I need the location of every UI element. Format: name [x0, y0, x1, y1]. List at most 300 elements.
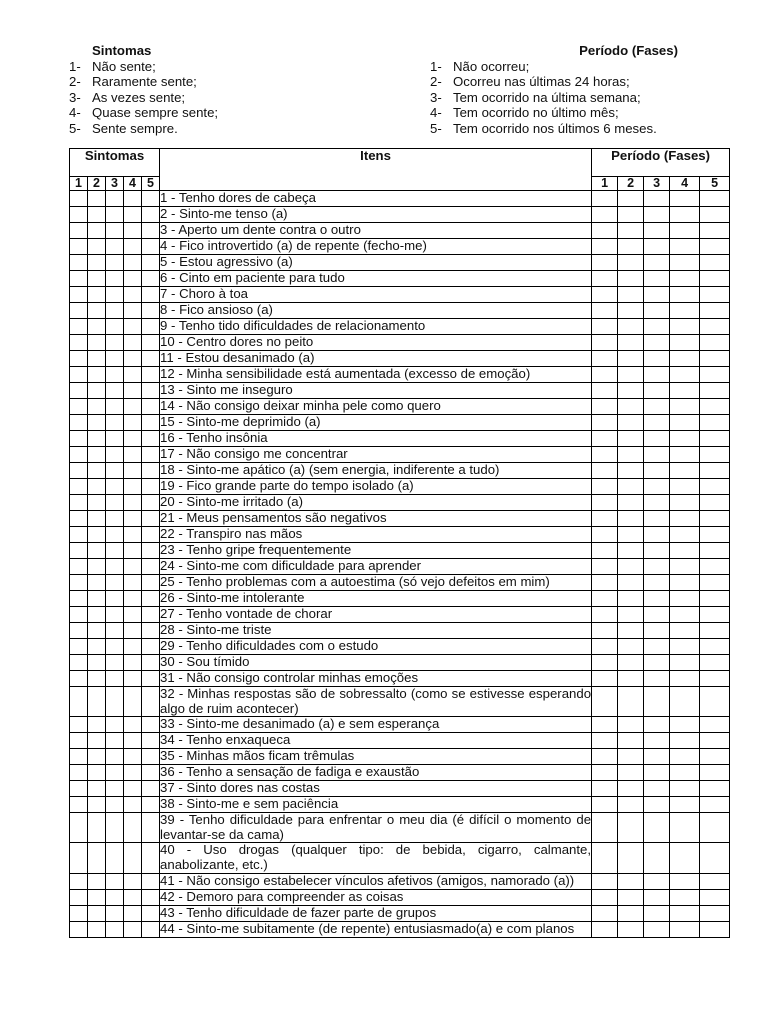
periodo-checkbox-3[interactable] [644, 223, 670, 239]
sintomas-checkbox-5[interactable] [142, 623, 160, 639]
sintomas-checkbox-5[interactable] [142, 687, 160, 717]
periodo-checkbox-3[interactable] [644, 511, 670, 527]
periodo-checkbox-1[interactable] [592, 591, 618, 607]
periodo-checkbox-1[interactable] [592, 463, 618, 479]
sintomas-checkbox-1[interactable] [70, 655, 88, 671]
sintomas-checkbox-5[interactable] [142, 575, 160, 591]
sintomas-checkbox-3[interactable] [106, 749, 124, 765]
periodo-checkbox-1[interactable] [592, 623, 618, 639]
sintomas-checkbox-5[interactable] [142, 905, 160, 921]
periodo-checkbox-3[interactable] [644, 591, 670, 607]
periodo-checkbox-3[interactable] [644, 255, 670, 271]
periodo-checkbox-2[interactable] [618, 873, 644, 889]
sintomas-checkbox-2[interactable] [88, 271, 106, 287]
sintomas-checkbox-3[interactable] [106, 623, 124, 639]
periodo-checkbox-4[interactable] [670, 495, 700, 511]
periodo-checkbox-4[interactable] [670, 559, 700, 575]
periodo-checkbox-3[interactable] [644, 607, 670, 623]
periodo-checkbox-2[interactable] [618, 797, 644, 813]
sintomas-checkbox-4[interactable] [124, 781, 142, 797]
periodo-checkbox-5[interactable] [700, 671, 730, 687]
periodo-checkbox-1[interactable] [592, 717, 618, 733]
periodo-checkbox-2[interactable] [618, 781, 644, 797]
sintomas-checkbox-4[interactable] [124, 335, 142, 351]
sintomas-checkbox-3[interactable] [106, 813, 124, 843]
periodo-checkbox-5[interactable] [700, 873, 730, 889]
periodo-checkbox-5[interactable] [700, 223, 730, 239]
periodo-checkbox-1[interactable] [592, 607, 618, 623]
periodo-checkbox-2[interactable] [618, 733, 644, 749]
sintomas-checkbox-4[interactable] [124, 351, 142, 367]
sintomas-checkbox-2[interactable] [88, 905, 106, 921]
periodo-checkbox-3[interactable] [644, 543, 670, 559]
sintomas-checkbox-5[interactable] [142, 399, 160, 415]
periodo-checkbox-5[interactable] [700, 813, 730, 843]
sintomas-checkbox-1[interactable] [70, 733, 88, 749]
periodo-checkbox-4[interactable] [670, 749, 700, 765]
sintomas-checkbox-1[interactable] [70, 843, 88, 873]
sintomas-checkbox-5[interactable] [142, 717, 160, 733]
periodo-checkbox-5[interactable] [700, 843, 730, 873]
periodo-checkbox-4[interactable] [670, 239, 700, 255]
periodo-checkbox-4[interactable] [670, 255, 700, 271]
sintomas-checkbox-5[interactable] [142, 733, 160, 749]
sintomas-checkbox-5[interactable] [142, 255, 160, 271]
periodo-checkbox-2[interactable] [618, 383, 644, 399]
sintomas-checkbox-1[interactable] [70, 223, 88, 239]
sintomas-checkbox-3[interactable] [106, 733, 124, 749]
periodo-checkbox-5[interactable] [700, 383, 730, 399]
sintomas-checkbox-5[interactable] [142, 765, 160, 781]
sintomas-checkbox-4[interactable] [124, 559, 142, 575]
periodo-checkbox-1[interactable] [592, 255, 618, 271]
periodo-checkbox-3[interactable] [644, 813, 670, 843]
sintomas-checkbox-1[interactable] [70, 383, 88, 399]
periodo-checkbox-5[interactable] [700, 319, 730, 335]
sintomas-checkbox-1[interactable] [70, 623, 88, 639]
periodo-checkbox-2[interactable] [618, 351, 644, 367]
periodo-checkbox-4[interactable] [670, 765, 700, 781]
sintomas-checkbox-1[interactable] [70, 239, 88, 255]
sintomas-checkbox-3[interactable] [106, 843, 124, 873]
periodo-checkbox-5[interactable] [700, 749, 730, 765]
periodo-checkbox-1[interactable] [592, 687, 618, 717]
periodo-checkbox-2[interactable] [618, 431, 644, 447]
sintomas-checkbox-4[interactable] [124, 495, 142, 511]
sintomas-checkbox-4[interactable] [124, 319, 142, 335]
periodo-checkbox-2[interactable] [618, 889, 644, 905]
periodo-checkbox-4[interactable] [670, 843, 700, 873]
sintomas-checkbox-2[interactable] [88, 223, 106, 239]
periodo-checkbox-1[interactable] [592, 495, 618, 511]
sintomas-checkbox-3[interactable] [106, 335, 124, 351]
sintomas-checkbox-2[interactable] [88, 383, 106, 399]
periodo-checkbox-3[interactable] [644, 797, 670, 813]
sintomas-checkbox-5[interactable] [142, 223, 160, 239]
sintomas-checkbox-4[interactable] [124, 463, 142, 479]
sintomas-checkbox-1[interactable] [70, 431, 88, 447]
sintomas-checkbox-2[interactable] [88, 463, 106, 479]
sintomas-checkbox-4[interactable] [124, 271, 142, 287]
sintomas-checkbox-5[interactable] [142, 843, 160, 873]
sintomas-checkbox-3[interactable] [106, 543, 124, 559]
sintomas-checkbox-1[interactable] [70, 591, 88, 607]
periodo-checkbox-2[interactable] [618, 367, 644, 383]
periodo-checkbox-4[interactable] [670, 921, 700, 937]
sintomas-checkbox-5[interactable] [142, 431, 160, 447]
periodo-checkbox-5[interactable] [700, 591, 730, 607]
periodo-checkbox-5[interactable] [700, 399, 730, 415]
sintomas-checkbox-3[interactable] [106, 319, 124, 335]
periodo-checkbox-1[interactable] [592, 303, 618, 319]
periodo-checkbox-4[interactable] [670, 303, 700, 319]
sintomas-checkbox-1[interactable] [70, 639, 88, 655]
sintomas-checkbox-3[interactable] [106, 287, 124, 303]
sintomas-checkbox-4[interactable] [124, 717, 142, 733]
periodo-checkbox-3[interactable] [644, 479, 670, 495]
sintomas-checkbox-5[interactable] [142, 591, 160, 607]
sintomas-checkbox-5[interactable] [142, 639, 160, 655]
sintomas-checkbox-5[interactable] [142, 813, 160, 843]
periodo-checkbox-4[interactable] [670, 479, 700, 495]
periodo-checkbox-5[interactable] [700, 527, 730, 543]
sintomas-checkbox-1[interactable] [70, 495, 88, 511]
periodo-checkbox-5[interactable] [700, 717, 730, 733]
sintomas-checkbox-3[interactable] [106, 591, 124, 607]
periodo-checkbox-3[interactable] [644, 399, 670, 415]
sintomas-checkbox-4[interactable] [124, 239, 142, 255]
sintomas-checkbox-2[interactable] [88, 813, 106, 843]
sintomas-checkbox-2[interactable] [88, 287, 106, 303]
sintomas-checkbox-4[interactable] [124, 367, 142, 383]
sintomas-checkbox-1[interactable] [70, 207, 88, 223]
periodo-checkbox-3[interactable] [644, 905, 670, 921]
sintomas-checkbox-5[interactable] [142, 271, 160, 287]
periodo-checkbox-4[interactable] [670, 463, 700, 479]
periodo-checkbox-1[interactable] [592, 383, 618, 399]
periodo-checkbox-2[interactable] [618, 271, 644, 287]
sintomas-checkbox-1[interactable] [70, 543, 88, 559]
periodo-checkbox-1[interactable] [592, 921, 618, 937]
sintomas-checkbox-2[interactable] [88, 655, 106, 671]
sintomas-checkbox-2[interactable] [88, 543, 106, 559]
sintomas-checkbox-2[interactable] [88, 749, 106, 765]
sintomas-checkbox-3[interactable] [106, 207, 124, 223]
periodo-checkbox-4[interactable] [670, 287, 700, 303]
periodo-checkbox-2[interactable] [618, 191, 644, 207]
sintomas-checkbox-5[interactable] [142, 543, 160, 559]
sintomas-checkbox-3[interactable] [106, 399, 124, 415]
periodo-checkbox-3[interactable] [644, 383, 670, 399]
sintomas-checkbox-5[interactable] [142, 607, 160, 623]
sintomas-checkbox-1[interactable] [70, 367, 88, 383]
periodo-checkbox-5[interactable] [700, 905, 730, 921]
periodo-checkbox-3[interactable] [644, 335, 670, 351]
periodo-checkbox-2[interactable] [618, 543, 644, 559]
periodo-checkbox-3[interactable] [644, 765, 670, 781]
periodo-checkbox-5[interactable] [700, 687, 730, 717]
periodo-checkbox-3[interactable] [644, 671, 670, 687]
periodo-checkbox-5[interactable] [700, 781, 730, 797]
periodo-checkbox-3[interactable] [644, 655, 670, 671]
sintomas-checkbox-4[interactable] [124, 921, 142, 937]
periodo-checkbox-4[interactable] [670, 717, 700, 733]
sintomas-checkbox-4[interactable] [124, 655, 142, 671]
periodo-checkbox-4[interactable] [670, 781, 700, 797]
periodo-checkbox-1[interactable] [592, 223, 618, 239]
sintomas-checkbox-4[interactable] [124, 905, 142, 921]
periodo-checkbox-5[interactable] [700, 271, 730, 287]
periodo-checkbox-2[interactable] [618, 671, 644, 687]
periodo-checkbox-3[interactable] [644, 447, 670, 463]
sintomas-checkbox-3[interactable] [106, 383, 124, 399]
periodo-checkbox-3[interactable] [644, 623, 670, 639]
sintomas-checkbox-3[interactable] [106, 511, 124, 527]
periodo-checkbox-4[interactable] [670, 655, 700, 671]
periodo-checkbox-3[interactable] [644, 191, 670, 207]
sintomas-checkbox-4[interactable] [124, 383, 142, 399]
periodo-checkbox-4[interactable] [670, 511, 700, 527]
sintomas-checkbox-2[interactable] [88, 873, 106, 889]
sintomas-checkbox-3[interactable] [106, 765, 124, 781]
sintomas-checkbox-1[interactable] [70, 813, 88, 843]
periodo-checkbox-1[interactable] [592, 813, 618, 843]
sintomas-checkbox-1[interactable] [70, 607, 88, 623]
periodo-checkbox-2[interactable] [618, 639, 644, 655]
sintomas-checkbox-1[interactable] [70, 575, 88, 591]
sintomas-checkbox-3[interactable] [106, 367, 124, 383]
sintomas-checkbox-4[interactable] [124, 479, 142, 495]
periodo-checkbox-5[interactable] [700, 207, 730, 223]
periodo-checkbox-3[interactable] [644, 239, 670, 255]
periodo-checkbox-3[interactable] [644, 303, 670, 319]
periodo-checkbox-1[interactable] [592, 319, 618, 335]
sintomas-checkbox-4[interactable] [124, 687, 142, 717]
periodo-checkbox-3[interactable] [644, 873, 670, 889]
periodo-checkbox-5[interactable] [700, 479, 730, 495]
sintomas-checkbox-4[interactable] [124, 607, 142, 623]
sintomas-checkbox-1[interactable] [70, 873, 88, 889]
sintomas-checkbox-5[interactable] [142, 655, 160, 671]
periodo-checkbox-3[interactable] [644, 431, 670, 447]
periodo-checkbox-2[interactable] [618, 511, 644, 527]
periodo-checkbox-4[interactable] [670, 399, 700, 415]
periodo-checkbox-3[interactable] [644, 271, 670, 287]
periodo-checkbox-5[interactable] [700, 367, 730, 383]
periodo-checkbox-1[interactable] [592, 797, 618, 813]
periodo-checkbox-3[interactable] [644, 889, 670, 905]
sintomas-checkbox-1[interactable] [70, 447, 88, 463]
sintomas-checkbox-3[interactable] [106, 223, 124, 239]
sintomas-checkbox-5[interactable] [142, 447, 160, 463]
sintomas-checkbox-4[interactable] [124, 873, 142, 889]
periodo-checkbox-4[interactable] [670, 591, 700, 607]
sintomas-checkbox-1[interactable] [70, 335, 88, 351]
sintomas-checkbox-2[interactable] [88, 431, 106, 447]
periodo-checkbox-2[interactable] [618, 223, 644, 239]
periodo-checkbox-4[interactable] [670, 813, 700, 843]
periodo-checkbox-3[interactable] [644, 639, 670, 655]
sintomas-checkbox-5[interactable] [142, 511, 160, 527]
sintomas-checkbox-1[interactable] [70, 717, 88, 733]
periodo-checkbox-5[interactable] [700, 733, 730, 749]
periodo-checkbox-2[interactable] [618, 655, 644, 671]
sintomas-checkbox-4[interactable] [124, 765, 142, 781]
sintomas-checkbox-2[interactable] [88, 303, 106, 319]
sintomas-checkbox-3[interactable] [106, 607, 124, 623]
sintomas-checkbox-3[interactable] [106, 717, 124, 733]
periodo-checkbox-1[interactable] [592, 905, 618, 921]
periodo-checkbox-5[interactable] [700, 623, 730, 639]
sintomas-checkbox-1[interactable] [70, 463, 88, 479]
periodo-checkbox-2[interactable] [618, 687, 644, 717]
periodo-checkbox-4[interactable] [670, 873, 700, 889]
sintomas-checkbox-2[interactable] [88, 889, 106, 905]
sintomas-checkbox-3[interactable] [106, 239, 124, 255]
periodo-checkbox-4[interactable] [670, 191, 700, 207]
periodo-checkbox-4[interactable] [670, 431, 700, 447]
periodo-checkbox-2[interactable] [618, 239, 644, 255]
periodo-checkbox-5[interactable] [700, 351, 730, 367]
sintomas-checkbox-2[interactable] [88, 607, 106, 623]
periodo-checkbox-2[interactable] [618, 495, 644, 511]
sintomas-checkbox-1[interactable] [70, 303, 88, 319]
periodo-checkbox-1[interactable] [592, 399, 618, 415]
periodo-checkbox-2[interactable] [618, 287, 644, 303]
periodo-checkbox-1[interactable] [592, 671, 618, 687]
periodo-checkbox-2[interactable] [618, 415, 644, 431]
periodo-checkbox-3[interactable] [644, 351, 670, 367]
periodo-checkbox-1[interactable] [592, 733, 618, 749]
sintomas-checkbox-1[interactable] [70, 905, 88, 921]
sintomas-checkbox-4[interactable] [124, 843, 142, 873]
sintomas-checkbox-1[interactable] [70, 749, 88, 765]
periodo-checkbox-1[interactable] [592, 543, 618, 559]
periodo-checkbox-1[interactable] [592, 271, 618, 287]
sintomas-checkbox-1[interactable] [70, 781, 88, 797]
periodo-checkbox-5[interactable] [700, 255, 730, 271]
periodo-checkbox-1[interactable] [592, 527, 618, 543]
periodo-checkbox-1[interactable] [592, 749, 618, 765]
periodo-checkbox-3[interactable] [644, 749, 670, 765]
periodo-checkbox-3[interactable] [644, 559, 670, 575]
sintomas-checkbox-1[interactable] [70, 399, 88, 415]
sintomas-checkbox-5[interactable] [142, 781, 160, 797]
periodo-checkbox-2[interactable] [618, 717, 644, 733]
periodo-checkbox-5[interactable] [700, 797, 730, 813]
periodo-checkbox-4[interactable] [670, 671, 700, 687]
periodo-checkbox-1[interactable] [592, 639, 618, 655]
periodo-checkbox-4[interactable] [670, 319, 700, 335]
periodo-checkbox-2[interactable] [618, 813, 644, 843]
periodo-checkbox-5[interactable] [700, 889, 730, 905]
periodo-checkbox-5[interactable] [700, 303, 730, 319]
periodo-checkbox-2[interactable] [618, 623, 644, 639]
sintomas-checkbox-3[interactable] [106, 303, 124, 319]
sintomas-checkbox-3[interactable] [106, 889, 124, 905]
periodo-checkbox-5[interactable] [700, 335, 730, 351]
sintomas-checkbox-5[interactable] [142, 559, 160, 575]
periodo-checkbox-4[interactable] [670, 607, 700, 623]
periodo-checkbox-4[interactable] [670, 415, 700, 431]
periodo-checkbox-1[interactable] [592, 843, 618, 873]
sintomas-checkbox-5[interactable] [142, 495, 160, 511]
sintomas-checkbox-3[interactable] [106, 905, 124, 921]
sintomas-checkbox-5[interactable] [142, 671, 160, 687]
sintomas-checkbox-4[interactable] [124, 287, 142, 303]
periodo-checkbox-1[interactable] [592, 765, 618, 781]
sintomas-checkbox-1[interactable] [70, 921, 88, 937]
sintomas-checkbox-2[interactable] [88, 495, 106, 511]
sintomas-checkbox-2[interactable] [88, 191, 106, 207]
periodo-checkbox-1[interactable] [592, 207, 618, 223]
periodo-checkbox-3[interactable] [644, 843, 670, 873]
sintomas-checkbox-4[interactable] [124, 813, 142, 843]
periodo-checkbox-5[interactable] [700, 559, 730, 575]
sintomas-checkbox-2[interactable] [88, 335, 106, 351]
sintomas-checkbox-3[interactable] [106, 271, 124, 287]
sintomas-checkbox-3[interactable] [106, 431, 124, 447]
periodo-checkbox-4[interactable] [670, 575, 700, 591]
periodo-checkbox-4[interactable] [670, 271, 700, 287]
sintomas-checkbox-2[interactable] [88, 447, 106, 463]
periodo-checkbox-2[interactable] [618, 921, 644, 937]
sintomas-checkbox-4[interactable] [124, 733, 142, 749]
sintomas-checkbox-5[interactable] [142, 415, 160, 431]
periodo-checkbox-1[interactable] [592, 367, 618, 383]
sintomas-checkbox-2[interactable] [88, 591, 106, 607]
periodo-checkbox-1[interactable] [592, 351, 618, 367]
sintomas-checkbox-3[interactable] [106, 255, 124, 271]
periodo-checkbox-2[interactable] [618, 527, 644, 543]
periodo-checkbox-2[interactable] [618, 447, 644, 463]
sintomas-checkbox-4[interactable] [124, 543, 142, 559]
sintomas-checkbox-4[interactable] [124, 623, 142, 639]
sintomas-checkbox-3[interactable] [106, 559, 124, 575]
sintomas-checkbox-5[interactable] [142, 873, 160, 889]
periodo-checkbox-2[interactable] [618, 335, 644, 351]
periodo-checkbox-4[interactable] [670, 223, 700, 239]
periodo-checkbox-1[interactable] [592, 415, 618, 431]
periodo-checkbox-5[interactable] [700, 607, 730, 623]
periodo-checkbox-4[interactable] [670, 797, 700, 813]
periodo-checkbox-4[interactable] [670, 623, 700, 639]
periodo-checkbox-1[interactable] [592, 335, 618, 351]
periodo-checkbox-4[interactable] [670, 335, 700, 351]
sintomas-checkbox-1[interactable] [70, 287, 88, 303]
sintomas-checkbox-4[interactable] [124, 303, 142, 319]
periodo-checkbox-1[interactable] [592, 447, 618, 463]
sintomas-checkbox-4[interactable] [124, 191, 142, 207]
sintomas-checkbox-1[interactable] [70, 511, 88, 527]
sintomas-checkbox-2[interactable] [88, 671, 106, 687]
sintomas-checkbox-1[interactable] [70, 527, 88, 543]
sintomas-checkbox-2[interactable] [88, 479, 106, 495]
periodo-checkbox-2[interactable] [618, 905, 644, 921]
sintomas-checkbox-5[interactable] [142, 383, 160, 399]
sintomas-checkbox-1[interactable] [70, 191, 88, 207]
sintomas-checkbox-2[interactable] [88, 843, 106, 873]
periodo-checkbox-5[interactable] [700, 765, 730, 781]
periodo-checkbox-4[interactable] [670, 527, 700, 543]
periodo-checkbox-1[interactable] [592, 191, 618, 207]
periodo-checkbox-5[interactable] [700, 287, 730, 303]
periodo-checkbox-5[interactable] [700, 191, 730, 207]
periodo-checkbox-2[interactable] [618, 575, 644, 591]
sintomas-checkbox-4[interactable] [124, 575, 142, 591]
sintomas-checkbox-4[interactable] [124, 591, 142, 607]
periodo-checkbox-5[interactable] [700, 575, 730, 591]
